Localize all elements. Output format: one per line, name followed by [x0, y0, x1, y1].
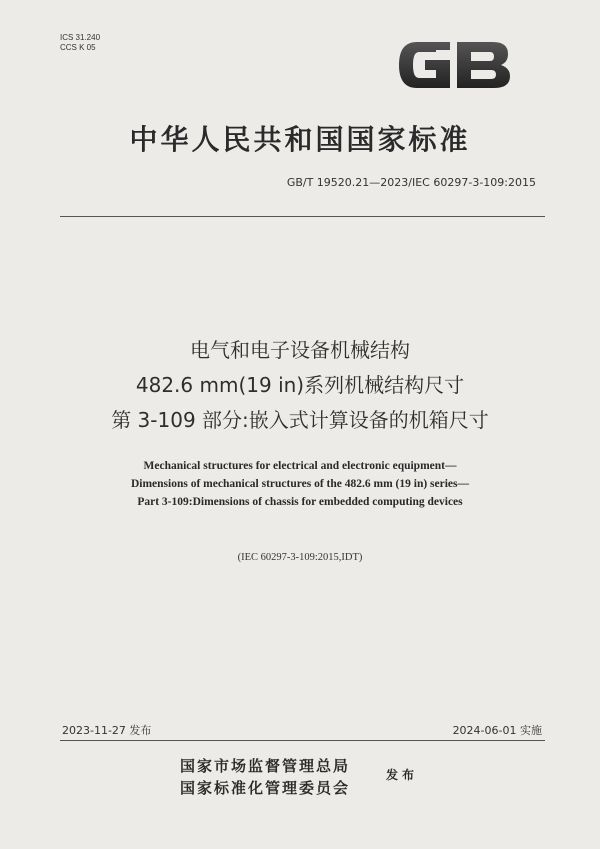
implementation-date: 2024-06-01 实施	[452, 724, 542, 737]
bottom-divider	[60, 740, 545, 741]
english-title-line-2: Dimensions of mechanical structures of the 482.6 mm (19 in) series—	[130, 478, 470, 490]
gb-logo-text: GB	[395, 36, 397, 37]
adoption-note: (IEC 60297-3-109:2015,IDT)	[237, 552, 363, 563]
issuer-line-2: 国家标准化管理委员会	[180, 779, 351, 797]
standard-title: 中华人民共和国国家标准	[129, 123, 471, 156]
standard-number: GB/T 19520.21—2023/IEC 60297-3-109:2015	[286, 176, 536, 189]
english-title-line-3: Part 3-109:Dimensions of chassis for embedded computing devices	[137, 496, 463, 508]
ccs-code: CCS K 05	[60, 43, 96, 52]
chinese-title-line-3: 第 3-109 部分:嵌入式计算设备的机箱尺寸	[111, 408, 489, 432]
gb-logo-icon	[395, 36, 515, 94]
top-divider	[60, 216, 545, 217]
issue-date: 2023-11-27 发布	[62, 724, 152, 737]
chinese-title-line-2: 482.6 mm(19 in)系列机械结构尺寸	[135, 373, 465, 397]
chinese-title-line-1: 电气和电子设备机械结构	[190, 338, 410, 362]
english-title-line-1: Mechanical structures for electrical and electronic equipment—	[143, 460, 457, 472]
issuer-suffix: 发布	[386, 768, 419, 782]
issuer-line-1: 国家市场监督管理总局	[180, 757, 351, 775]
ics-code: ICS 31.240	[60, 33, 101, 42]
